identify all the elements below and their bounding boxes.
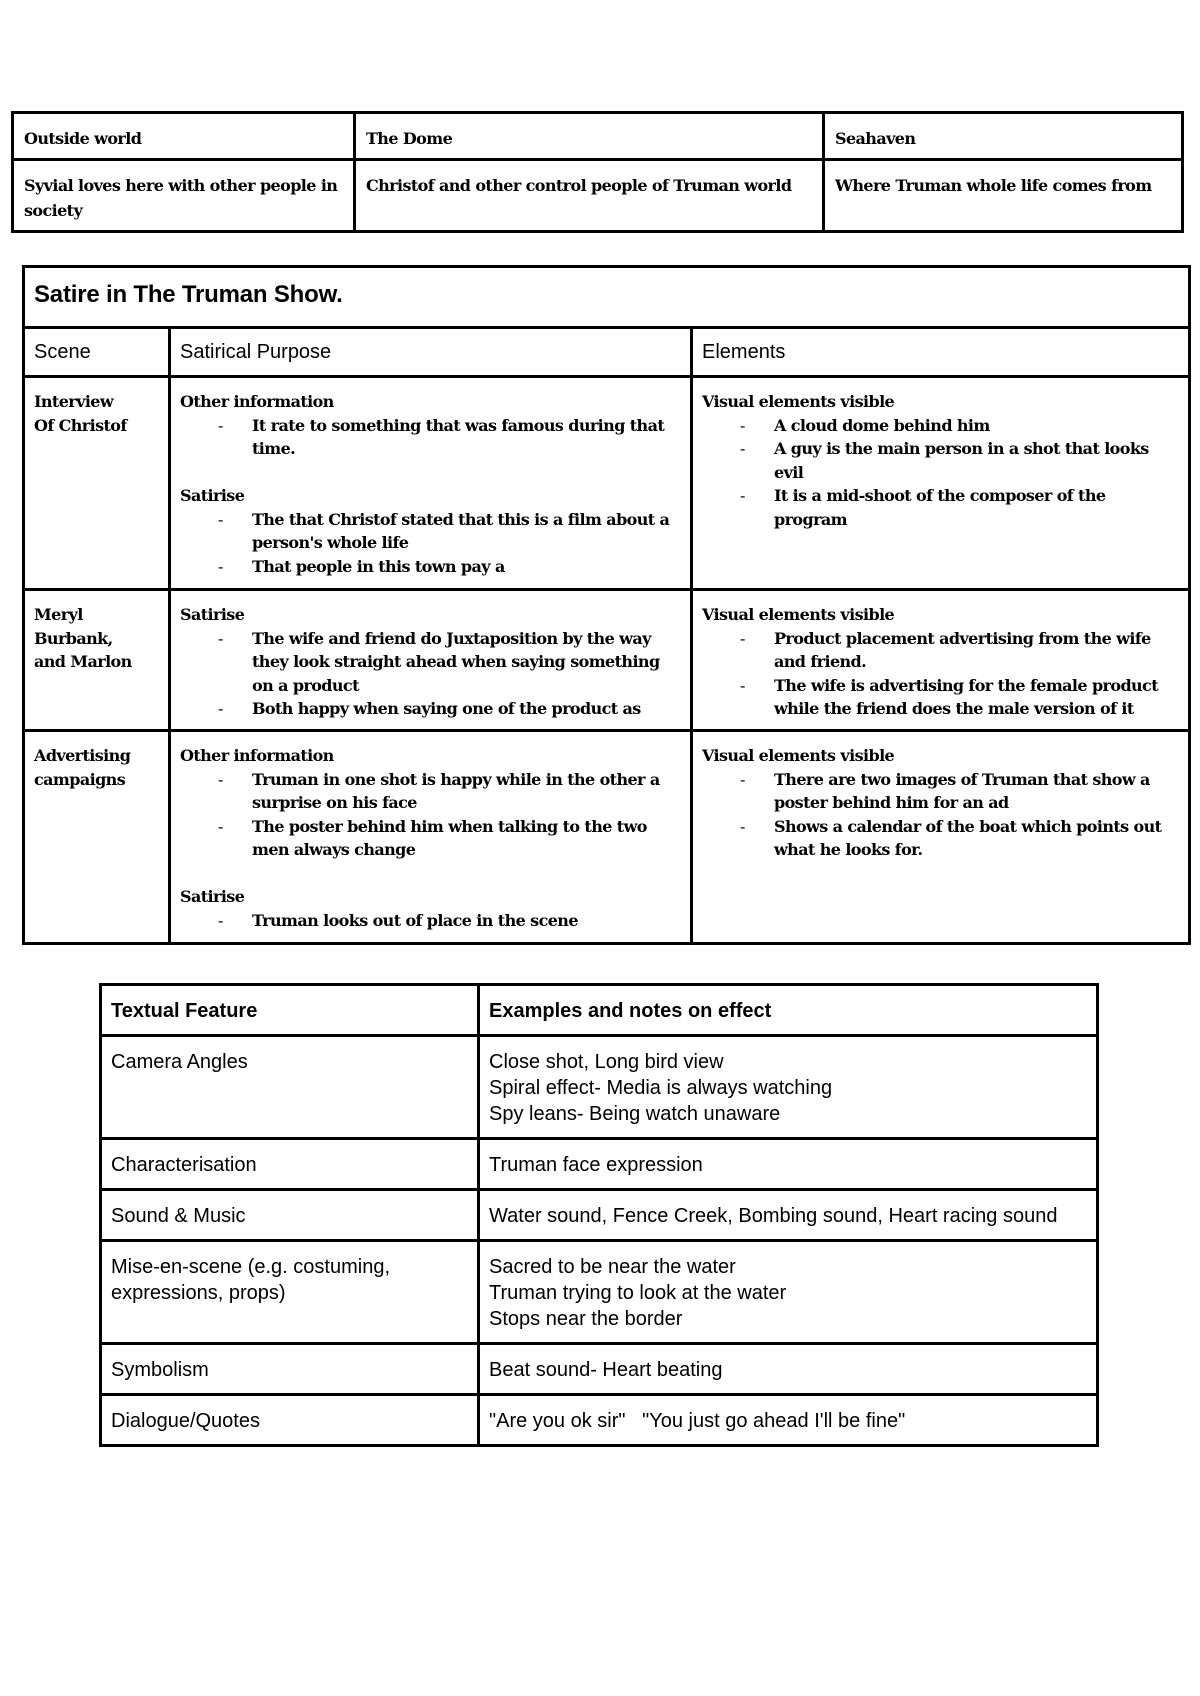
list-item: - Both happy when saying one of the product as [252, 697, 680, 721]
scene-line: Interview [34, 392, 114, 411]
section-heading: Other information [180, 392, 334, 411]
elements-cell [692, 731, 1190, 944]
list-item: - Product placement advertising from the wife and friend. [774, 627, 1178, 674]
header-cell: The Dome [355, 113, 824, 160]
list-item: - A guy is the main person in a shot that looks evil [774, 437, 1178, 484]
note-line: Close shot, Long bird view [489, 1051, 724, 1073]
feature-cell: Characterisation [101, 1139, 479, 1190]
list-item: - That people in this town pay a [252, 555, 680, 579]
list-item: - A cloud dome behind him [774, 414, 1178, 438]
scene-line: Advertising [34, 746, 131, 765]
list-item: - The wife and friend do Juxtaposition by the way they look straight ahead when saying something on a product [252, 627, 680, 698]
scene-cell [24, 731, 170, 944]
table-row [13, 160, 1183, 232]
header-cell: Examples and notes on effect [479, 985, 1098, 1036]
bullet-list [702, 768, 1178, 862]
scene-line: campaigns [34, 769, 126, 789]
list-item: - There are two images of Truman that show a poster behind him for an ad [774, 768, 1178, 815]
section-heading: Satirise [180, 887, 245, 906]
section-heading: Other information [180, 746, 334, 765]
feature-cell: Camera Angles [101, 1036, 479, 1139]
satire-title-row [24, 267, 1190, 328]
table-title: Satire in The Truman Show. [24, 267, 1190, 328]
elements-cell [692, 590, 1190, 731]
bullet-list [180, 768, 680, 862]
table-row [101, 1395, 1098, 1446]
header-cell-purpose: Satirical Purpose [170, 328, 692, 377]
list-item: - The poster behind him when talking to the two men always change [252, 815, 680, 862]
scene-cell [24, 590, 170, 731]
section-heading: Visual elements visible [702, 392, 895, 411]
header-cell: Outside world [13, 113, 355, 160]
scene-line: Meryl [34, 605, 83, 624]
note-line: Truman trying to look at the water [489, 1282, 787, 1304]
feature-cell: Dialogue/Quotes [101, 1395, 479, 1446]
table-row [101, 1139, 1098, 1190]
notes-cell [479, 1139, 1098, 1190]
feature-cell: Symbolism [101, 1344, 479, 1395]
notes-cell [479, 1395, 1098, 1446]
section-heading: Satirise [180, 486, 245, 505]
table-row [101, 1190, 1098, 1241]
scene-cell [24, 377, 170, 590]
elements-cell [692, 377, 1190, 590]
satire-table [22, 265, 1191, 945]
note-line: Sacred to be near the water [489, 1256, 736, 1278]
section-heading: Visual elements visible [702, 746, 895, 765]
notes-cell [479, 1036, 1098, 1139]
list-item: - Truman in one shot is happy while in the other a surprise on his face [252, 768, 680, 815]
header-cell-scene: Scene [24, 328, 170, 377]
section-heading: Satirise [180, 605, 245, 624]
table-row [101, 1036, 1098, 1139]
notes-cell [479, 1190, 1098, 1241]
header-cell: Seahaven [824, 113, 1183, 160]
table-header-row [24, 328, 1190, 377]
list-item: - Shows a calendar of the boat which points out what he looks for. [774, 815, 1178, 862]
note-line: "Are you ok sir" "You just go ahead I'll be fine" [489, 1410, 906, 1432]
locations-table [11, 111, 1184, 233]
list-item: - It rate to something that was famous during that time. [252, 414, 680, 461]
list-item: - It is a mid-shoot of the composer of the program [774, 484, 1178, 531]
scene-line: Burbank, [34, 628, 113, 648]
bullet-list [180, 508, 680, 579]
note-line: Spiral effect- Media is always watching [489, 1077, 833, 1099]
section-heading: Visual elements visible [702, 605, 895, 624]
note-line: Truman face expression [489, 1154, 703, 1176]
table-cell: Where Truman whole life comes from [824, 160, 1183, 232]
scene-line: Of Christof [34, 415, 127, 435]
note-line: Spy leans- Being watch unaware [489, 1103, 781, 1125]
table-cell: Syvial loves here with other people in society [13, 160, 355, 232]
note-line: Water sound, Fence Creek, Bombing sound, Heart racing sound [489, 1205, 1058, 1227]
purpose-cell [170, 731, 692, 944]
purpose-cell [170, 377, 692, 590]
header-cell: Textual Feature [101, 985, 479, 1036]
header-cell-elements: Elements [692, 328, 1190, 377]
note-line: Beat sound- Heart beating [489, 1359, 723, 1381]
feature-cell: Sound & Music [101, 1190, 479, 1241]
table-row [101, 1344, 1098, 1395]
purpose-cell [170, 590, 692, 731]
list-item: - Truman looks out of place in the scene [252, 909, 680, 933]
table-header-row [13, 113, 1183, 160]
table-row [24, 731, 1190, 944]
bullet-list [180, 909, 680, 933]
bullet-list [180, 627, 680, 721]
list-item: - The wife is advertising for the female product while the friend does the male version of it [774, 674, 1178, 721]
scene-line: and Marlon [34, 652, 132, 671]
table-row [24, 590, 1190, 731]
table-row [24, 377, 1190, 590]
table-row [101, 1241, 1098, 1344]
table-header-row [101, 985, 1098, 1036]
notes-cell [479, 1241, 1098, 1344]
bullet-list [702, 414, 1178, 532]
table-cell: Christof and other control people of Truman world [355, 160, 824, 232]
textual-features-table [99, 983, 1099, 1447]
notes-cell [479, 1344, 1098, 1395]
bullet-list [180, 414, 680, 461]
list-item: - The that Christof stated that this is a film about a person's whole life [252, 508, 680, 555]
note-line: Stops near the border [489, 1308, 683, 1330]
feature-cell: Mise-en-scene (e.g. costuming, expressions, props) [101, 1241, 479, 1344]
bullet-list [702, 627, 1178, 721]
